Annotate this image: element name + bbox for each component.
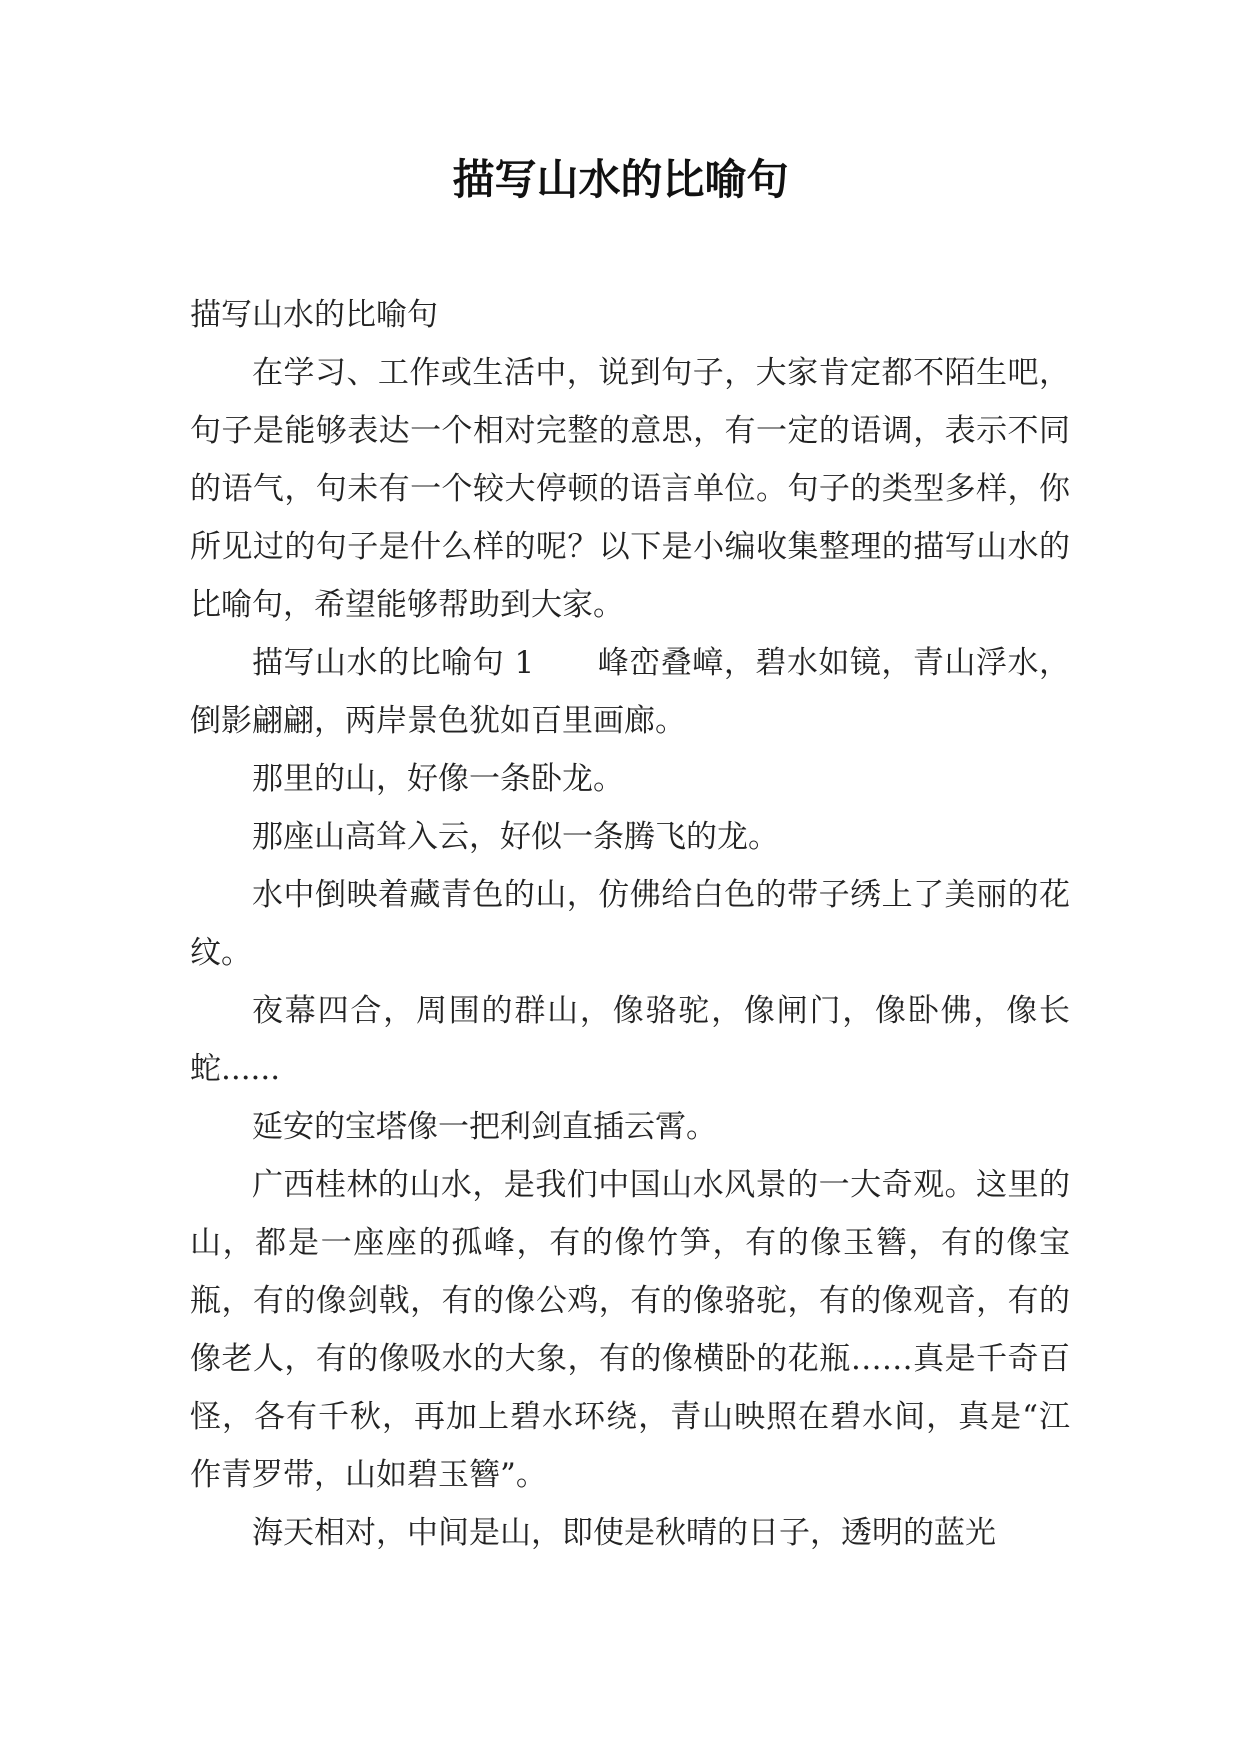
paragraph: 海天相对，中间是山，即使是秋晴的日子，透明的蓝光 (252, 1515, 996, 1551)
paragraph: 夜幕四合，周围的群山，像骆驼，像闸门，像卧佛，像长蛇...... (190, 993, 1070, 1087)
paragraph-section-1: 描写山水的比喻句 1 峰峦叠嶂，碧水如镜，青山浮水，倒影翩翩，两岸景色犹如百里画廊。 (190, 645, 1070, 739)
paragraph: 那里的山，好像一条卧龙。 (252, 761, 624, 797)
paragraph: 水中倒映着藏青色的山，仿佛给白色的带子绣上了美丽的花纹。 (190, 877, 1070, 971)
paragraph: 延安的宝塔像一把利剑直插云霄。 (252, 1109, 717, 1145)
document-title: 描写山水的比喻句 (452, 155, 789, 204)
document-body (190, 286, 1070, 1562)
paragraph: 广西桂林的山水，是我们中国山水风景的一大奇观。这里的山，都是一座座的孤峰，有的像竹笋，有的像玉簪，有的像宝瓶，有的像剑戟，有的像公鸡，有的像骆驼，有的像观音，有的像老人，有的像吸水的大象，有的像横卧的花瓶……真是千奇百怪，各有千秋，再加上碧水环绕，青山映照在碧水间，真是“江作青罗带，山如碧玉簪”。 (190, 1167, 1070, 1493)
paragraph-heading: 描写山水的比喻句 (190, 297, 438, 333)
paragraph: 那座山高耸入云，好似一条腾飞的龙。 (252, 819, 779, 855)
paragraph-intro: 在学习、工作或生活中，说到句子，大家肯定都不陌生吧，句子是能够表达一个相对完整的意思，有一定的语调，表示不同的语气，句未有一个较大停顿的语言单位。句子的类型多样，你所见过的句子是什么样的呢？以下是小编收集整理的描写山水的比喻句，希望能够帮助到大家。 (190, 355, 1070, 623)
